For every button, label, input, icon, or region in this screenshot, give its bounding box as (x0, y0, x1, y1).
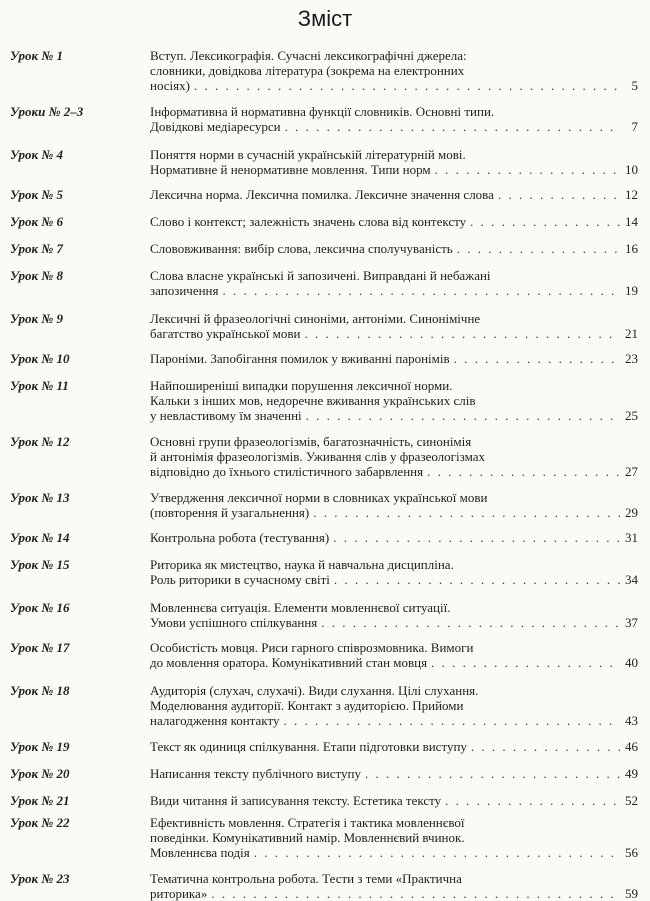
lesson-topic (150, 147, 638, 177)
lesson-topic (150, 311, 638, 341)
topic-line: Пароніми. Запобігання помилок у вживанні паронімів (150, 351, 450, 366)
lesson-topic (150, 815, 638, 860)
topic-last-line (150, 886, 638, 901)
page-number[interactable]: 16 (625, 241, 638, 256)
topic-line: Текст як одиниця спілкування. Етапи підготовки виступу (150, 739, 467, 754)
topic-line: Контрольна робота (тестування) (150, 530, 330, 545)
topic-line: Написання тексту публічного виступу (150, 766, 361, 781)
page-number[interactable]: 37 (625, 615, 638, 630)
lesson-topic (150, 48, 638, 93)
page-number[interactable]: 34 (625, 572, 638, 587)
page-number[interactable]: 27 (625, 464, 638, 479)
topic-line: Слововживання: вибір слова, лексична сполучуваність (150, 241, 453, 256)
lesson-number: Урок № 14 (10, 530, 70, 545)
page-number[interactable]: 10 (625, 162, 638, 177)
topic-line: Роль риторики в сучасному світі (150, 572, 330, 587)
lesson-number: Урок № 1 (10, 48, 64, 63)
topic-line: Довідкові медіаресурси (150, 119, 281, 134)
lesson-topic (150, 530, 638, 545)
topic-line: Лексичні й фразеологічні синоніми, антоніми. Синонімічне (150, 311, 481, 326)
lesson-topic (150, 793, 638, 808)
lesson-number: Урок № 21 (10, 793, 70, 808)
lesson-topic (150, 557, 638, 587)
lesson-topic (150, 434, 638, 479)
topic-line: Риторика як мистецтво, наука й навчальна дисципліна. (150, 557, 454, 572)
topic-last-line (150, 214, 638, 229)
page-number[interactable]: 7 (631, 119, 638, 134)
lesson-number: Урок № 13 (10, 490, 70, 505)
lesson-number: Урок № 16 (10, 600, 70, 615)
lesson-topic (150, 351, 638, 366)
topic-line: Мовленнєва ситуація. Елементи мовленнєвої ситуації. (150, 600, 451, 615)
page-number[interactable]: 40 (625, 655, 638, 670)
topic-last-line (150, 793, 638, 808)
topic-line: поведінки. Комунікативний намір. Мовленнєвий вчинок. (150, 830, 465, 845)
topic-last-line (150, 766, 638, 781)
topic-line: Інформативна й нормативна функції словників. Основні типи. (150, 104, 495, 119)
lesson-number: Урок № 6 (10, 214, 64, 229)
topic-last-line (150, 408, 638, 423)
dot-leader (498, 187, 620, 202)
page-number[interactable]: 56 (625, 845, 638, 860)
dot-leader (435, 162, 620, 177)
dot-leader (321, 615, 620, 630)
lesson-number: Урок № 15 (10, 557, 70, 572)
page-number[interactable]: 43 (625, 713, 638, 728)
lesson-number: Урок № 10 (10, 351, 70, 366)
lesson-number: Урок № 11 (10, 378, 69, 393)
lesson-topic (150, 640, 638, 670)
page-number[interactable]: 29 (625, 505, 638, 520)
dot-leader (223, 283, 621, 298)
page-number[interactable]: 31 (625, 530, 638, 545)
dot-leader (313, 505, 620, 520)
lesson-topic (150, 241, 638, 256)
topic-last-line (150, 572, 638, 587)
lesson-number: Урок № 19 (10, 739, 70, 754)
lesson-topic (150, 490, 638, 520)
topic-last-line (150, 351, 638, 366)
topic-line: Тематична контрольна робота. Тести з теми «Практична (150, 871, 462, 886)
topic-last-line (150, 162, 638, 177)
lesson-topic (150, 739, 638, 754)
page-number[interactable]: 52 (625, 793, 638, 808)
dot-leader (365, 766, 620, 781)
lesson-number: Урок № 5 (10, 187, 64, 202)
topic-line: Найпоширеніші випадки порушення лексичної норми. (150, 378, 453, 393)
lesson-number: Урок № 18 (10, 683, 70, 698)
dot-leader (334, 572, 620, 587)
lesson-topic (150, 104, 638, 134)
dot-leader (333, 530, 620, 545)
dot-leader (470, 214, 620, 229)
dot-leader (304, 326, 620, 341)
lesson-number: Урок № 22 (10, 815, 70, 830)
topic-line: Моделювання аудиторії. Контакт з аудиторією. Прийоми (150, 698, 464, 713)
topic-last-line (150, 283, 638, 298)
topic-last-line (150, 241, 638, 256)
page-number[interactable]: 23 (625, 351, 638, 366)
dot-leader (445, 793, 620, 808)
topic-line: Кальки з інших мов, недоречне вживання українських слів (150, 393, 476, 408)
topic-line: Основні групи фразеологізмів, багатозначність, синонімія (150, 434, 472, 449)
lesson-topic (150, 600, 638, 630)
page-number[interactable]: 12 (625, 187, 638, 202)
topic-last-line (150, 655, 638, 670)
topic-last-line (150, 187, 638, 202)
dot-leader (285, 119, 620, 134)
topic-line: до мовлення оратора. Комунікативний стан мовця (150, 655, 428, 670)
topic-line: риторика» (150, 886, 208, 901)
topic-last-line (150, 713, 638, 728)
topic-last-line (150, 464, 638, 479)
topic-line: Утвердження лексичної норми в словниках української мови (150, 490, 488, 505)
topic-line: Ефективність мовлення. Стратегія і тактика мовленнєвої (150, 815, 465, 830)
lesson-number: Урок № 4 (10, 147, 64, 162)
lesson-number: Урок № 8 (10, 268, 64, 283)
dot-leader (427, 464, 620, 479)
topic-line: Мовленнєва подія (150, 845, 250, 860)
dot-leader (283, 713, 620, 728)
topic-line: Нормативне й ненормативне мовлення. Типи норм (150, 162, 431, 177)
topic-line: у невластивому їм значенні (150, 408, 302, 423)
lesson-number: Урок № 20 (10, 766, 70, 781)
dot-leader (211, 886, 620, 901)
page-number[interactable]: 49 (625, 766, 638, 781)
page-number[interactable]: 21 (625, 326, 638, 341)
lesson-number: Урок № 23 (10, 871, 70, 886)
page-title: Зміст (297, 6, 353, 31)
topic-line: Слово і контекст; залежність значень слова від контексту (150, 214, 467, 229)
topic-line: словники, довідкова література (зокрема на електронних (150, 63, 465, 78)
lesson-topic (150, 683, 638, 728)
topic-last-line (150, 615, 638, 630)
lesson-topic (150, 378, 638, 423)
page-number[interactable]: 25 (625, 408, 638, 423)
lesson-topic (150, 766, 638, 781)
topic-line: (повторення й узагальнення) (150, 505, 310, 520)
lesson-topic (150, 214, 638, 229)
topic-line: запозичення (150, 283, 219, 298)
topic-line: налагодження контакту (150, 713, 280, 728)
dot-leader (306, 408, 620, 423)
topic-line: відповідно до їхнього стилістичного забарвлення (150, 464, 424, 479)
topic-last-line (150, 505, 638, 520)
page-number[interactable]: 5 (631, 78, 638, 93)
page-number[interactable]: 19 (625, 283, 638, 298)
topic-line: Умови успішного спілкування (150, 615, 318, 630)
dot-leader (471, 739, 620, 754)
lesson-number: Урок № 9 (10, 311, 64, 326)
topic-last-line (150, 845, 638, 860)
topic-line: Слова власне українські й запозичені. Виправдані й небажані (150, 268, 491, 283)
topic-line: Види читання й записування тексту. Естетика тексту (150, 793, 442, 808)
topic-line: й антонімія фразеологізмів. Уживання слів у фразеологізмах (150, 449, 485, 464)
topic-last-line (150, 78, 638, 93)
topic-line: багатство української мови (150, 326, 301, 341)
topic-line: носіях) (150, 78, 190, 93)
topic-last-line (150, 326, 638, 341)
topic-last-line (150, 530, 638, 545)
topic-line: Аудиторія (слухач, слухачі). Види слухання. Цілі слухання. (150, 683, 479, 698)
lesson-topic (150, 871, 638, 901)
page-number[interactable]: 46 (625, 739, 638, 754)
dot-leader (431, 655, 620, 670)
dot-leader (457, 241, 620, 256)
dot-leader (454, 351, 620, 366)
dot-leader (194, 78, 620, 93)
topic-last-line (150, 119, 638, 134)
page-number[interactable]: 14 (625, 214, 638, 229)
page-number[interactable]: 59 (625, 886, 638, 901)
lesson-number: Урок № 7 (10, 241, 64, 256)
lesson-number: Урок № 17 (10, 640, 70, 655)
topic-line: Вступ. Лексикографія. Сучасні лексикографічні джерела: (150, 48, 467, 63)
lesson-number: Урок № 12 (10, 434, 70, 449)
topic-last-line (150, 739, 638, 754)
lesson-number: Уроки № 2–3 (10, 104, 84, 119)
lesson-topic (150, 268, 638, 298)
lesson-topic (150, 187, 638, 202)
topic-line: Особистість мовця. Риси гарного співрозмовника. Вимоги (150, 640, 474, 655)
dot-leader (254, 845, 620, 860)
topic-line: Поняття норми в сучасній українській літературній мові. (150, 147, 466, 162)
topic-line: Лексична норма. Лексична помилка. Лексичне значення слова (150, 187, 494, 202)
